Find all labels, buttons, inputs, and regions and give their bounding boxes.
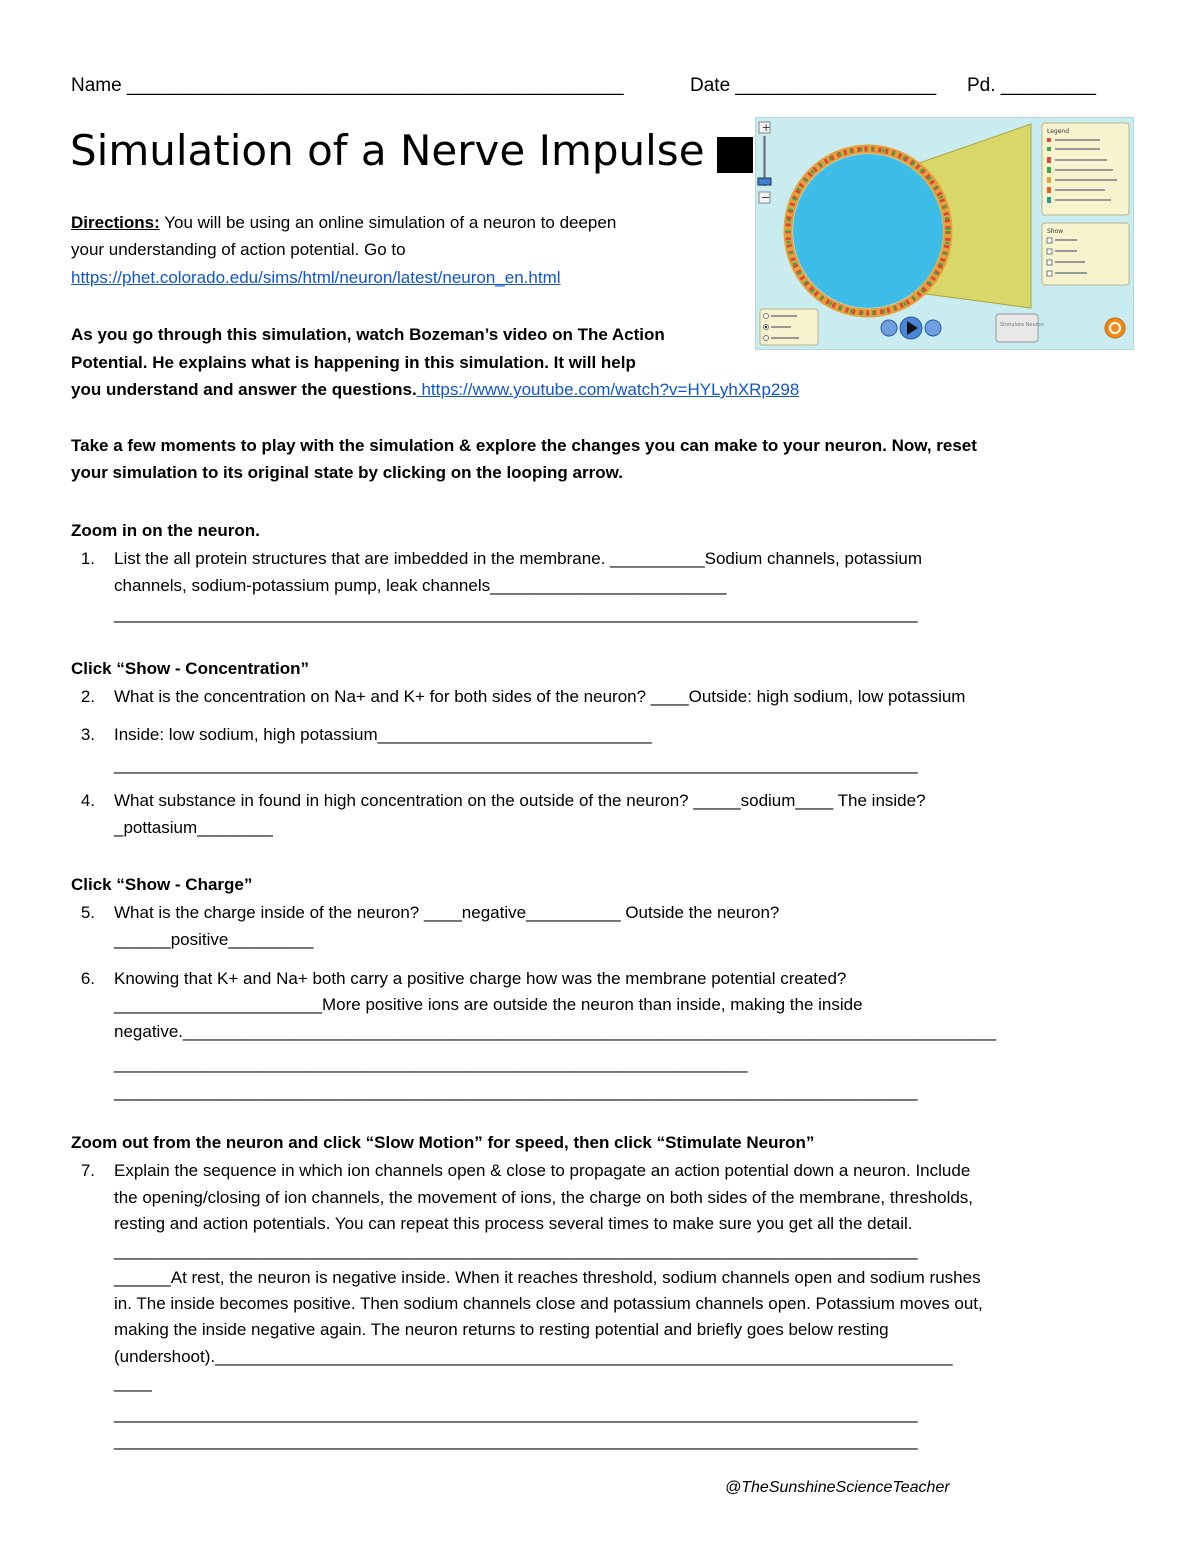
- question-number: 4.: [80, 791, 95, 810]
- section-heading-charge: Click “Show - Charge”: [71, 875, 253, 894]
- question-number: 3.: [80, 725, 95, 744]
- directions-text-1: You will be using an online simulation of a neuron to deepen: [159, 213, 617, 232]
- explore-line-1: Take a few moments to play with the simulation & explore the changes you can make to your neuron. Now, reset: [71, 436, 977, 455]
- q7-answer-line-2[interactable]: in. The inside becomes positive. Then sodium channels close and potassium channels open. Potassium moves out,: [114, 1294, 983, 1313]
- q7-answer-blank-3[interactable]: _____________________________________________________________________________________: [114, 1431, 918, 1450]
- q1-line-1[interactable]: List the all protein structures that are imbedded in the membrane. __________Sodium channels, potassium: [114, 549, 922, 568]
- directions-label: Directions:: [71, 213, 160, 232]
- q7-line-1: Explain the sequence in which ion channels open & close to propagate an action potential down a neuron. Include: [114, 1161, 971, 1180]
- name-field-label[interactable]: Name _______________________________________________: [71, 75, 624, 96]
- bozeman-line-1: As you go through this simulation, watch Bozeman’s video on The Action: [71, 325, 665, 344]
- step-forward-icon: [925, 320, 941, 336]
- q7-line-2: the opening/closing of ion channels, the movement of ions, the charge on both sides of the membrane, thresholds,: [114, 1188, 974, 1207]
- date-field-label[interactable]: Date ___________________: [690, 75, 937, 96]
- q7-answer-blank-1[interactable]: _____________________________________________________________________________________: [114, 1241, 918, 1260]
- section-heading-stimulate: Zoom out from the neuron and click “Slow Motion” for speed, then click “Stimulate Neuron”: [71, 1133, 815, 1152]
- q5-line-1[interactable]: What is the charge inside of the neuron? ____negative__________ Outside the neuron?: [114, 903, 780, 922]
- phet-simulation-link[interactable]: https://phet.colorado.edu/sims/html/neuron/latest/neuron_en.html: [71, 268, 561, 287]
- period-field-label[interactable]: Pd. _________: [967, 75, 1096, 96]
- q3-answer-blank[interactable]: _____________________________________________________________________________________: [114, 755, 918, 774]
- explore-line-2: your simulation to its original state by clicking on the looping arrow.: [71, 463, 623, 482]
- neuron-interior: [793, 154, 943, 308]
- zoom-minus-text: −: [761, 191, 771, 204]
- stimulate-neuron-button: [996, 314, 1038, 342]
- q4-line-1[interactable]: What substance in found in high concentration on the outside of the neuron? _____sodium____ The inside?: [114, 791, 926, 810]
- q7-line-3: resting and action potentials. You can repeat this process several times to make sure you get all the detail.: [114, 1214, 913, 1233]
- q7-answer-line-3[interactable]: making the inside negative again. The neuron returns to resting potential and briefly goes below resting: [114, 1320, 889, 1339]
- bozeman-text-3: you understand and answer the questions.: [71, 380, 417, 399]
- section-heading-concentration: Click “Show - Concentration”: [71, 659, 310, 678]
- reset-icon: [1105, 318, 1125, 338]
- bozeman-line-3: [71, 377, 799, 403]
- q6-answer-blank-1[interactable]: ___________________________________________________________________: [114, 1054, 748, 1073]
- q6-line-3[interactable]: negative.______________________________________________________________________________________: [114, 1022, 997, 1041]
- title-cutoff-block: [717, 137, 753, 173]
- question-number: 6.: [80, 969, 95, 988]
- page-title: Simulation of a Nerve Impulse: [70, 126, 705, 175]
- stimulate-label: Stimulate Neuron: [1000, 322, 1044, 328]
- step-back-icon: [881, 320, 897, 336]
- q7-answer-line-1[interactable]: ______At rest, the neuron is negative inside. When it reaches threshold, sodium channels open and sodium rushes: [114, 1268, 981, 1287]
- show-title: Show: [1047, 228, 1064, 235]
- q7-answer-line-5[interactable]: ____: [114, 1373, 152, 1392]
- directions-text-2: your understanding of action potential. Go to: [71, 240, 406, 259]
- q7-answer-line-4[interactable]: (undershoot).______________________________________________________________________________: [114, 1347, 953, 1366]
- neuron-simulation-image: [755, 117, 1134, 350]
- author-credit: @TheSunshineScienceTeacher: [725, 1479, 950, 1496]
- legend-title: Legend: [1047, 128, 1070, 135]
- q1-line-2[interactable]: channels, sodium-potassium pump, leak channels_________________________: [114, 576, 727, 595]
- youtube-video-link[interactable]: https://www.youtube.com/watch?v=HYLyhXRp298: [416, 380, 800, 399]
- section-heading-zoom-in: Zoom in on the neuron.: [71, 521, 260, 540]
- q1-answer-blank[interactable]: _____________________________________________________________________________________: [114, 604, 918, 623]
- zoom-plus-text: +: [761, 121, 771, 134]
- question-number: 1.: [80, 549, 95, 568]
- directions-line-1: [71, 210, 616, 236]
- bozeman-line-2: Potential. He explains what is happening in this simulation. It will help: [71, 353, 636, 372]
- q7-answer-blank-2[interactable]: _____________________________________________________________________________________: [114, 1404, 918, 1423]
- q3-line-1[interactable]: Inside: low sodium, high potassium_____________________________: [114, 725, 652, 744]
- q6-line-2[interactable]: ______________________More positive ions are outside the neuron than inside, making the inside: [114, 995, 863, 1014]
- question-number: 5.: [80, 903, 95, 922]
- question-number: 2.: [80, 687, 95, 706]
- q4-line-2[interactable]: _pottasium________: [114, 818, 273, 837]
- q5-line-2[interactable]: ______positive_________: [114, 930, 314, 949]
- question-number: 7.: [80, 1161, 95, 1180]
- q2-line-1[interactable]: What is the concentration on Na+ and K+ for both sides of the neuron? ____Outside: high sodium, low potassium: [114, 687, 966, 706]
- zoom-slider-thumb: [758, 178, 771, 185]
- q6-line-1[interactable]: Knowing that K+ and Na+ both carry a positive charge how was the membrane potential created?: [114, 969, 847, 988]
- q6-answer-blank-2[interactable]: _____________________________________________________________________________________: [114, 1082, 918, 1101]
